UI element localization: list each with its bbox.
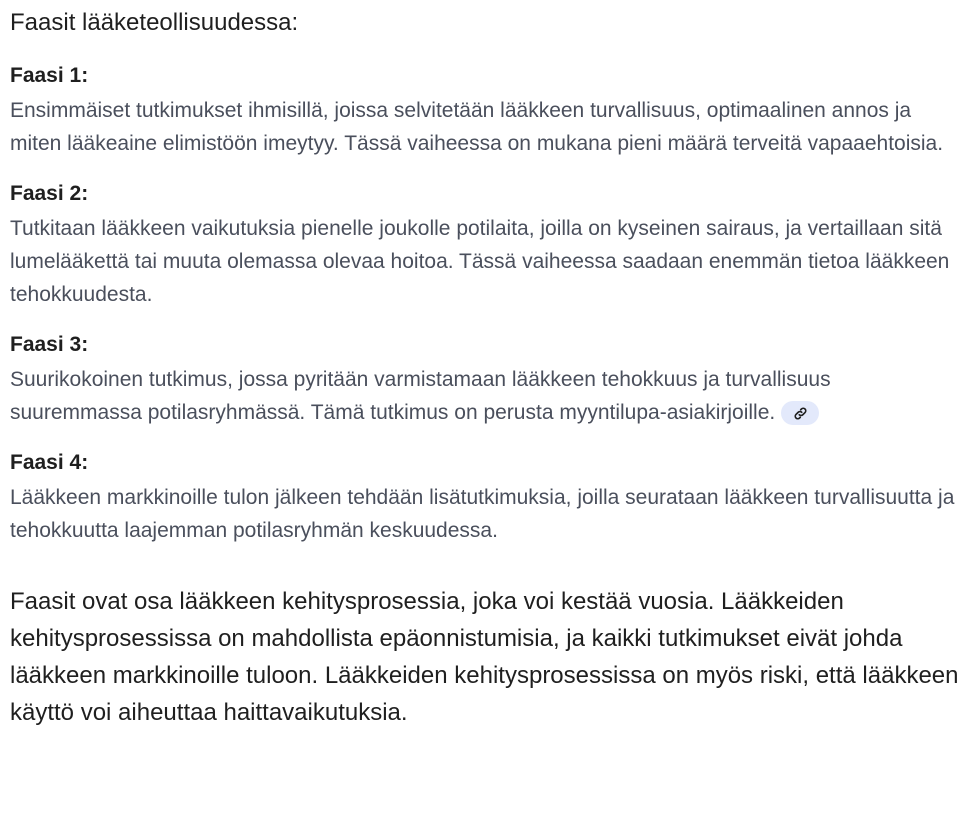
phase-description: Ensimmäiset tutkimukset ihmisillä, joissa selvitetään lääkkeen turvallisuus, optimaalinen annos ja miten lääkeaine elimistöön imeytyy. Tässä vaiheessa on mukana pieni määrä terveitä vapaaehtoisia. [10,99,944,155]
phase-description: Tutkitaan lääkkeen vaikutuksia pienelle joukolle potilaita, joilla on kyseinen sairaus, ja vertaillaan sitä lumelääkettä tai muuta olemassa olevaa hoitoa. Tässä vaiheessa saadaan enemmän tietoa lääkkeen tehokkuudesta. [10,217,950,306]
phase-title: Faasi 1: [10,64,89,87]
link-icon [793,406,808,421]
phase-item [10,449,960,547]
phase-title: Faasi 2: [10,182,89,205]
phase-item [10,331,960,429]
phase-title: Faasi 4: [10,451,89,474]
phase-title: Faasi 3: [10,333,89,356]
phase-description-with-source [10,363,960,429]
section-heading: Faasit lääketeollisuudessa: [10,9,299,36]
phase-item [10,180,960,311]
phase-description: Lääkkeen markkinoille tulon jälkeen tehdään lisätutkimuksia, joilla seurataan lääkkeen turvallisuutta ja tehokkuutta laajemman potilasryhmän keskuudessa. [10,486,955,542]
source-link-chip[interactable] [781,401,819,425]
phase-description-text: Suurikokoinen tutkimus, jossa pyritään varmistamaan lääkkeen tehokkuus ja turvallisuus suuremmassa potilasryhmässä. Tämä tutkimus on perusta myyntilupa-asiakirjoille. [10,368,831,424]
phase-item [10,62,960,160]
summary-paragraph: Faasit ovat osa lääkkeen kehitysprosessia, joka voi kestää vuosia. Lääkkeiden kehitysprosessissa on mahdollista epäonnistumisia, ja kaikki tutkimukset eivät johda lääkkeen markkinoille tuloon. Lääkkeiden kehitysprosessissa on myös riski, että lääkkeen käyttö voi aiheuttaa haittavaikutuksia. [10,588,959,726]
